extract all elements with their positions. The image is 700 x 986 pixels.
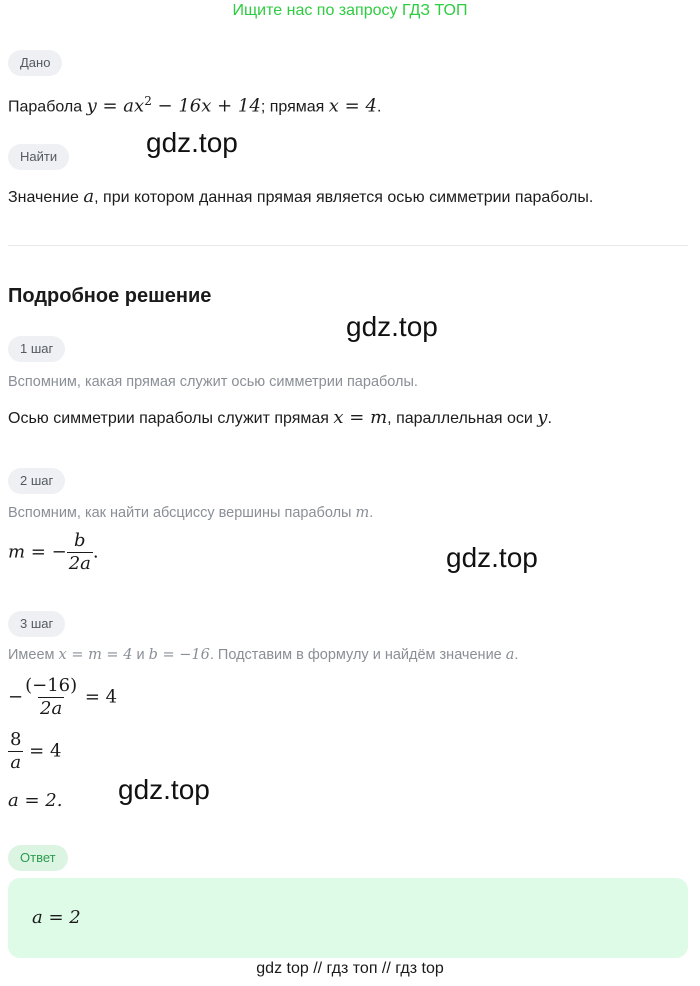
answer-pill: Ответ <box>8 845 68 871</box>
step3-hint-b: и <box>132 647 149 663</box>
vertex-formula <box>8 530 99 575</box>
find-text-before: Значение <box>8 189 84 206</box>
watermark-1: gdz.top <box>146 127 238 158</box>
simplified-den: a <box>10 752 22 773</box>
given-text <box>8 90 381 118</box>
solution-title: Подробное решение <box>8 285 212 307</box>
step2-hint-end: . <box>369 505 374 521</box>
step1-eq: x = m <box>333 407 388 428</box>
step3-hint-eq2: b = −16 <box>148 647 210 663</box>
step3-hint-a: Имеем <box>8 647 59 663</box>
watermark-2: gdz.top <box>346 311 438 342</box>
promo-banner: Ищите нас по запросу ГДЗ ТОП <box>232 2 468 19</box>
given-section-label <box>8 50 62 76</box>
step3-hint-eq1: x = m = 4 <box>58 647 133 663</box>
step2-pill: 2 шаг <box>8 468 65 494</box>
vertex-fraction-num: b <box>74 530 86 551</box>
step2-hint-before: Вспомним, как найти абсциссу вершины параболы <box>8 505 356 521</box>
step3-hint-c: . Подставим в формулу и найдём значение <box>209 647 506 663</box>
answer-label <box>8 845 68 871</box>
step1-axis: y <box>537 407 548 428</box>
vertex-formula-end: . <box>92 541 99 563</box>
substitution-sign: − <box>8 686 24 708</box>
given-text-mid: ; прямая <box>260 98 329 116</box>
footer-links: gdz top // гдз топ // гдз top <box>256 960 444 977</box>
line-equation: x = 4 <box>328 95 377 117</box>
given-text-before: Парабола <box>8 98 87 116</box>
vertex-fraction <box>67 530 93 575</box>
step1-hint: Вспомним, какая прямая служит осью симметрии параболы. <box>8 374 418 390</box>
answer-value: a = 2 <box>32 907 81 928</box>
parabola-power: 2 <box>144 94 152 108</box>
step1-pill: 1 шаг <box>8 336 65 362</box>
step1-text <box>8 406 552 430</box>
step2-hint <box>8 503 373 523</box>
parabola-y: y <box>86 95 97 117</box>
parabola-rhs-b: − 16x + 14 <box>151 95 261 117</box>
substitution-num: (−16) <box>25 675 78 696</box>
step3-pill: 3 шаг <box>8 611 65 637</box>
step1-text-before: Осью симметрии параболы служит прямая <box>8 410 334 427</box>
vertex-formula-lhs: m = − <box>8 541 67 563</box>
answer-box <box>8 878 688 958</box>
step1-text-mid: , параллельная оси <box>387 410 538 427</box>
watermark-3: gdz.top <box>446 542 538 573</box>
section-divider <box>8 245 688 246</box>
step3-hint-d: . <box>514 647 519 663</box>
given-text-end: . <box>376 98 382 116</box>
step2-hint-var: m <box>355 505 370 521</box>
step3-hint <box>8 645 518 665</box>
substitution-fraction <box>23 675 79 720</box>
given-pill: Дано <box>8 50 62 76</box>
vertex-fraction-den: 2a <box>68 553 91 574</box>
step3-label <box>8 611 65 637</box>
simplified-equation <box>8 729 61 774</box>
step3-result: a = 2. <box>8 790 63 811</box>
substitution-rhs: = 4 <box>79 686 118 708</box>
parabola-rhs-a: = ax <box>96 95 145 117</box>
watermark-4: gdz.top <box>118 774 210 805</box>
step1-text-end: . <box>547 410 552 427</box>
find-var: a <box>83 186 95 207</box>
find-text-after: , при котором данная прямая является осью симметрии параболы. <box>94 189 594 206</box>
substitution-den: 2a <box>40 698 63 719</box>
simplified-num: 8 <box>10 729 22 750</box>
substitution-equation <box>8 675 117 720</box>
step2-label <box>8 468 65 494</box>
find-section-label <box>8 144 69 170</box>
step3-hint-var: a <box>505 647 515 663</box>
find-text <box>8 185 593 209</box>
simplified-fraction <box>8 729 23 774</box>
find-pill: Найти <box>8 144 69 170</box>
step1-label <box>8 336 65 362</box>
simplified-rhs: = 4 <box>23 740 62 762</box>
